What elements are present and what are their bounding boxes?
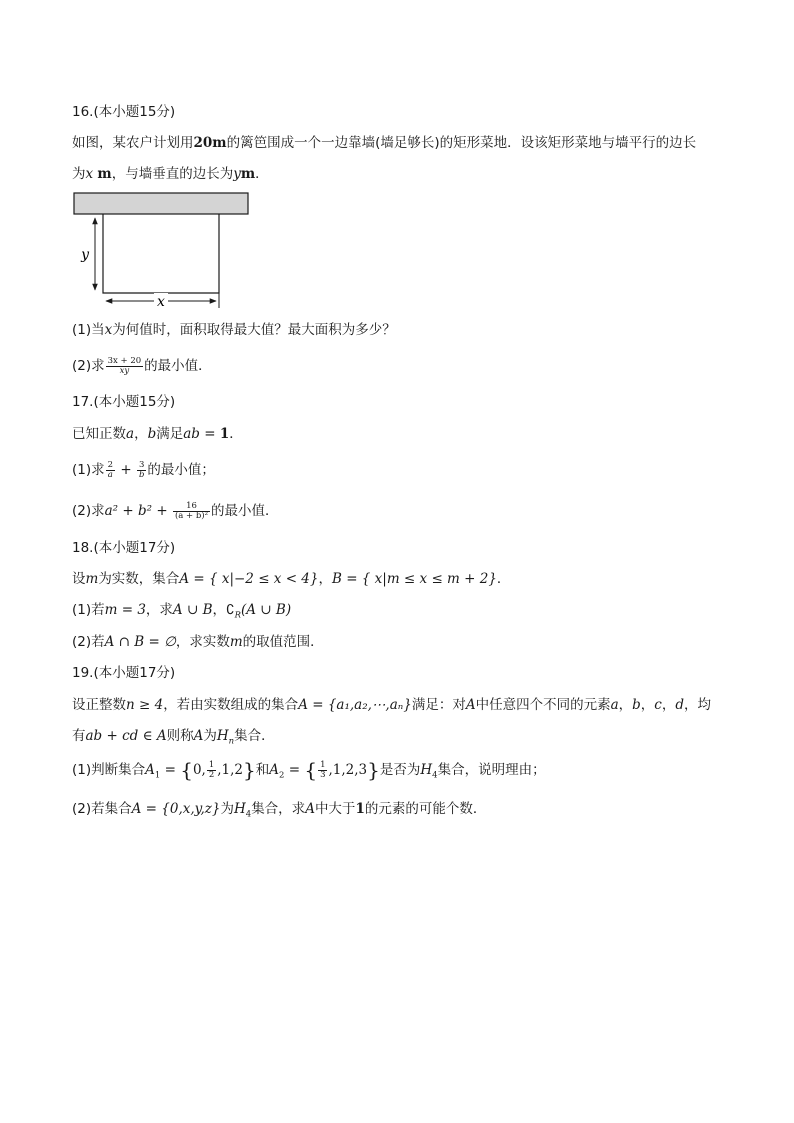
q19-part2: (2)若集合A = {0,x,y,z}为$H_4$集合，求A中大于1的元素的可能个数．: [72, 801, 487, 820]
rectangle-garden-figure: [72, 190, 257, 312]
x-label: x: [157, 294, 165, 310]
q19-part1: (1)判断集合$A_1 = \{0$, $\frac{1}{2}$ ,1,2}和$A_2$ = { $\frac{1}{3}$ ,1,2,3}是否为$H_4$集合，说明理由；: [72, 758, 546, 782]
garden-rectangle: [103, 214, 219, 293]
q16-intro-line2: 为x m，与墙垂直的边长为ym．: [72, 166, 269, 182]
q16-part1: (1)当x为何值时，面积取得最大值？最大面积为多少？: [72, 322, 396, 338]
q17-intro: 已知正数a，b满足ab = 1．: [72, 426, 243, 442]
q16-intro-line1: 如图，某农户计划用20m的篱笆围成一个一边靠墙(墙足够长)的矩形菜地．设该矩形菜地与墙平行的边长: [72, 135, 697, 151]
q16-header: 16.(本小题15分): [72, 104, 176, 120]
wall: [74, 193, 248, 214]
q18-intro: 设m为实数，集合A = { x|−2 ≤ x < 4}，B = { x|m ≤ x ≤ m + 2}．: [72, 571, 511, 587]
q16-part2: (2)求 $\frac{3x + 20}{xy}$ 的最小值．: [72, 355, 212, 376]
q18-part2: (2)若A ∩ B = ∅，求实数m的取值范围．: [72, 634, 324, 650]
q19-intro-line2: 有ab + cd ∈ A则称A为$H_n$集合．: [72, 728, 275, 747]
q16-fraction: $\frac{3x + 20}{xy}$: [107, 355, 142, 376]
q19-intro-line1: 设正整数n ≥ 4，若由实数组成的集合A = {a₁,a₂,⋯,aₙ}满足：对A中任意四个不同的元素a，b，c，d，均: [72, 697, 712, 713]
q19-header: 19.(本小题17分): [72, 665, 176, 681]
q17-part1: (1)求 $\frac{2}{a}$ + $\frac{3}{b}$ 的最小值；: [72, 459, 215, 480]
y-label: y: [81, 247, 89, 263]
q18-part1: (1)若m = 3，求A ∪ B，$∁_R(A$ ∪ B): [72, 602, 292, 621]
q17-header: 17.(本小题15分): [72, 394, 176, 410]
q17-part2: (2)求a² + b² + $\frac{16}{\text{(a + b)²}}$ 的最小值．: [72, 500, 279, 521]
q18-header: 18.(本小题17分): [72, 540, 176, 556]
